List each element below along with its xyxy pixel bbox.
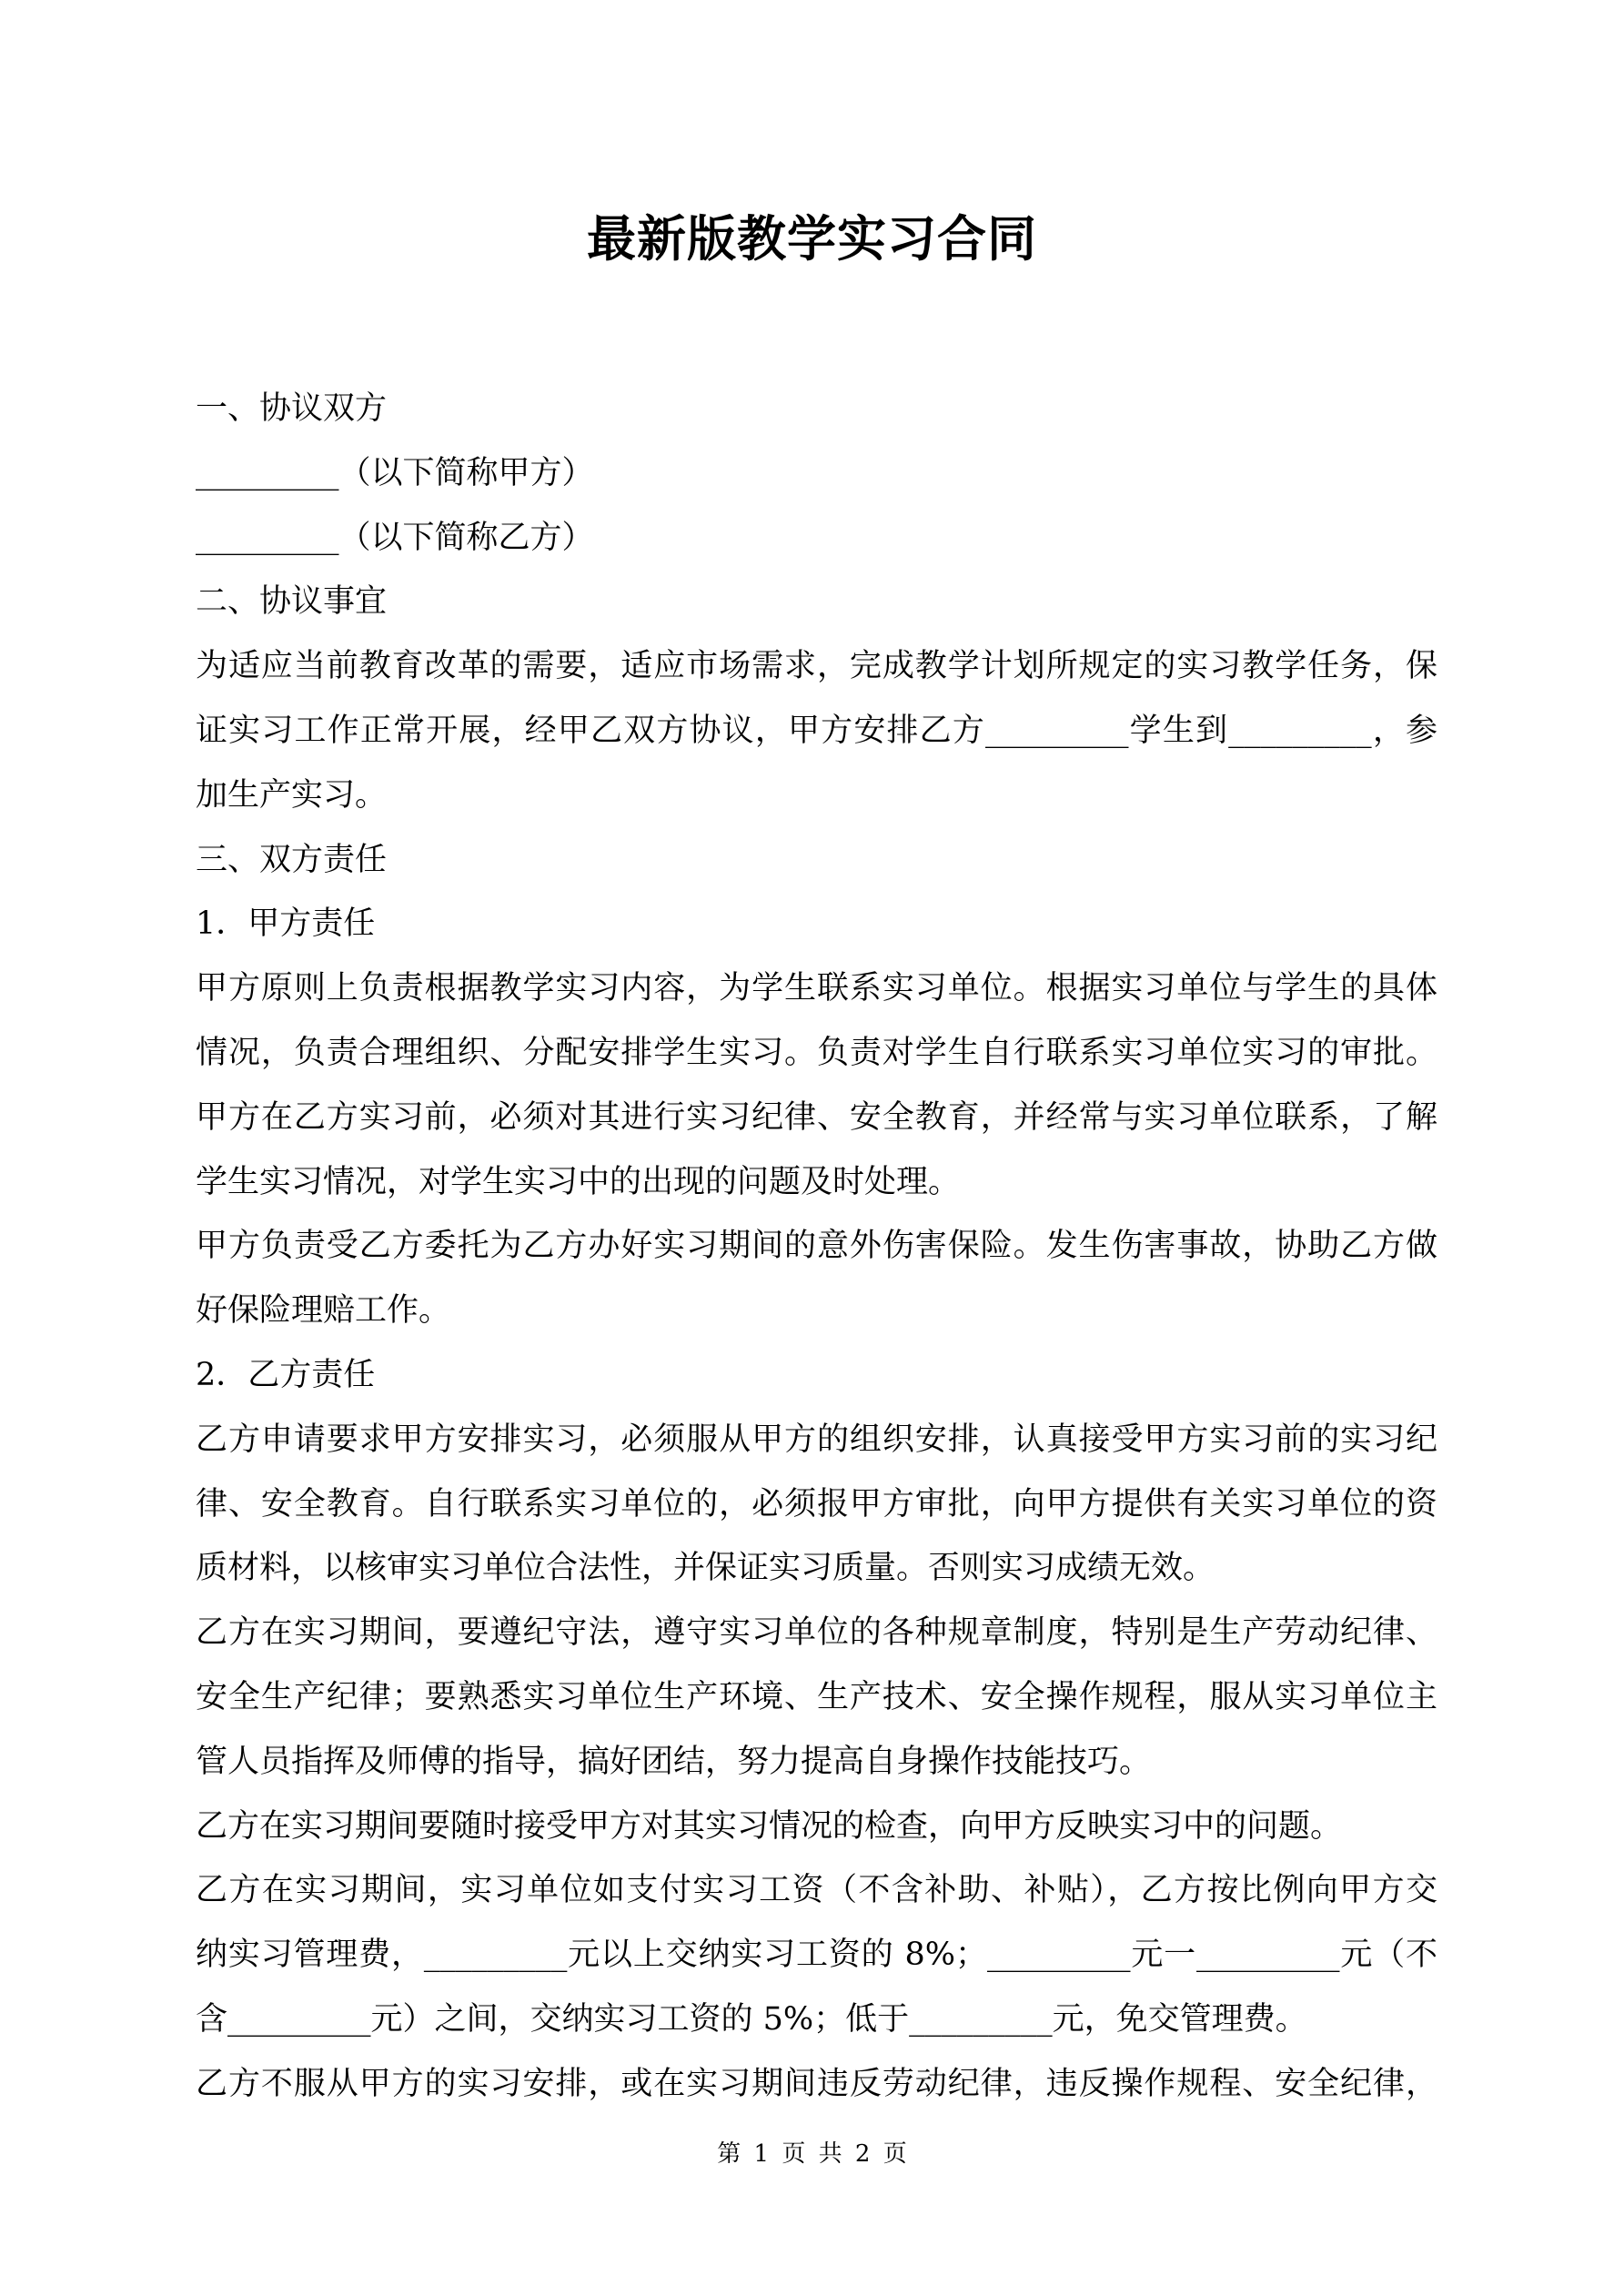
paragraph-line: 律、安全教育。自行联系实习单位的，必须报甲方审批，向甲方提供有关实习单位的资 bbox=[196, 1485, 1437, 1522]
section-heading-responsibilities: 三、双方责任 bbox=[196, 841, 388, 878]
paragraph-line: 乙方在实习期间，实习单位如支付实习工资（不含补助、补贴），乙方按比例向甲方交 bbox=[196, 1872, 1437, 1909]
document-body bbox=[196, 377, 1437, 2117]
paragraph-line: 纳实习管理费，_________元以上交纳实习工资的 8%；_________元一_________元（不 bbox=[196, 1937, 1437, 1974]
section-heading-matters: 二、协议事宜 bbox=[196, 583, 388, 621]
paragraph-line: 质材料，以核审实习单位合法性，并保证实习质量。否则实习成绩无效。 bbox=[196, 1550, 1215, 1587]
paragraph-line: 好保险理赔工作。 bbox=[196, 1292, 451, 1330]
paragraph-line: 安全生产纪律；要熟悉实习单位生产环境、生产技术、安全操作规程，服从实习单位主 bbox=[196, 1678, 1437, 1715]
paragraph-line: 甲方负责受乙方委托为乙方办好实习期间的意外伤害保险。发生伤害事故，协助乙方做 bbox=[196, 1228, 1437, 1265]
paragraph-line: 甲方在乙方实习前，必须对其进行实习纪律、安全教育，并经常与实习单位联系，了解 bbox=[196, 1098, 1437, 1136]
party-a-line: _________（以下简称甲方） bbox=[196, 454, 594, 491]
paragraph-line: 为适应当前教育改革的需要，适应市场需求，完成教学计划所规定的实习教学任务，保 bbox=[196, 648, 1437, 685]
paragraph-line: 乙方不服从甲方的实习安排，或在实习期间违反劳动纪律，违反操作规程、安全纪律， bbox=[196, 2065, 1437, 2102]
paragraph-line: 情况，负责合理组织、分配安排学生实习。负责对学生自行联系实习单位实习的审批。 bbox=[196, 1034, 1437, 1071]
paragraph-line: 甲方原则上负责根据教学实习内容，为学生联系实习单位。根据实习单位与学生的具体 bbox=[196, 970, 1437, 1007]
subheading-party-a: 1．甲方责任 bbox=[196, 905, 376, 943]
paragraph-line: 含_________元）之间，交纳实习工资的 5%；低于_________元，免交管理费。 bbox=[196, 2000, 1307, 2038]
paragraph-line: 证实习工作正常开展，经甲乙双方协议，甲方安排乙方_________学生到_________，参 bbox=[196, 712, 1437, 749]
document-title: 最新版教学实习合同 bbox=[587, 209, 1037, 268]
paragraph-line: 乙方在实习期间要随时接受甲方对其实习情况的检查，向甲方反映实习中的问题。 bbox=[196, 1807, 1343, 1845]
paragraph-line: 学生实习情况，对学生实习中的出现的问题及时处理。 bbox=[196, 1163, 961, 1200]
paragraph-line: 管人员指挥及师傅的指导，搞好团结，努力提高自身操作技能技巧。 bbox=[196, 1743, 1152, 1780]
paragraph-line: 乙方申请要求甲方安排实习，必须服从甲方的组织安排，认真接受甲方实习前的实习纪 bbox=[196, 1421, 1437, 1458]
paragraph-line: 乙方在实习期间，要遵纪守法，遵守实习单位的各种规章制度，特别是生产劳动纪律、 bbox=[196, 1614, 1437, 1652]
party-b-line: _________（以下简称乙方） bbox=[196, 519, 594, 556]
paragraph-line: 加生产实习。 bbox=[196, 776, 388, 814]
page-footer: 第 1 页 共 2 页 bbox=[717, 2140, 907, 2168]
subheading-party-b: 2．乙方责任 bbox=[196, 1356, 376, 1393]
section-heading-parties: 一、协议双方 bbox=[196, 390, 388, 427]
